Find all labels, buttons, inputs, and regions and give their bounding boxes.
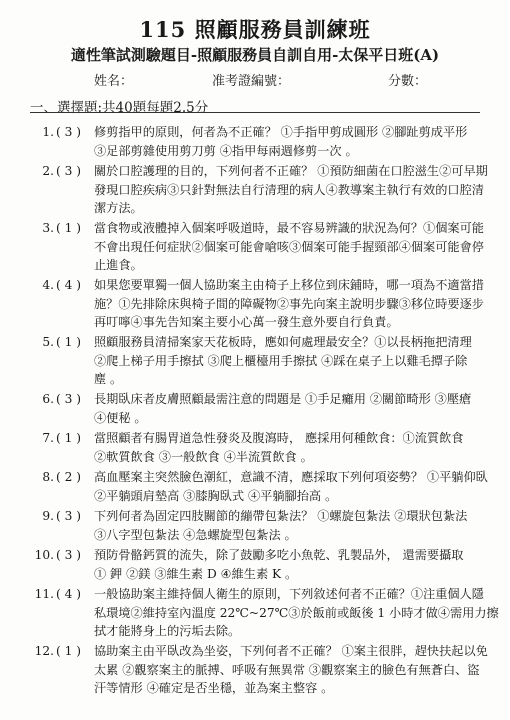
question-text-line: 施？①先排除床與椅子間的障礙物②事先向案主說明步驟③移位時要逐步 [94,296,484,311]
question-text-line: 汗等情形 ④確定是否坐穩，並為案主整容 。 [94,681,334,695]
question-text-line: 塵 。 [94,372,123,386]
question-text-line: 再叮嚀④事先告知案主要小心萬一發生意外要自行負責。 [94,315,399,329]
question-text [94,546,485,583]
question-text-line: 拭才能將身上的污垢去除。 [94,624,241,638]
question-number: 7. [42,431,54,445]
question-text [94,468,488,505]
question-text [94,642,488,698]
page-title: 115 照顧服務員訓練班 [139,17,371,42]
question-answer: ( 1 ) [56,431,82,445]
question-text-line: 下列何者為固定四肢關節的繃帶包紮法？ ①螺旋包紮法 ②環狀包紮法 [94,509,468,523]
question-answer: ( 3 ) [56,392,82,406]
question-text [94,507,485,544]
score-label: 分數： [388,74,428,89]
question-text [94,219,485,275]
question-text-line: 協助案主由平臥改為坐姿，下列何者不正確？ ①案主很胖，趕快扶起以免 [94,644,488,658]
question-text [94,585,499,641]
question-text-line: 修剪指甲的原則，何者為不正確？ ①手指甲剪成圓形 ②腳趾剪成平形 [94,125,468,139]
question-answer: ( 3 ) [56,548,82,562]
question-text-line: ③足部剪雜使用剪刀剪 ④指甲每兩週修剪一次 。 [94,143,358,158]
question-text-line: 高血壓案主突然臉色潮紅，意識不清，應採取下列何項姿勢？ ①平躺仰臥 [94,470,488,484]
question-text-line: ③八字型包紮法 ④急螺旋型包紮法 。 [94,527,297,542]
page-subtitle: 適性筆試測驗題目-照顧服務員自訓自用-太保平日班(A) [70,46,440,64]
question-text-line: ②爬上梯子用手擦拭 ③爬上櫃檯用手擦拭 ④踩在桌子上以雞毛撢子除 [94,353,468,368]
question-text [94,162,488,218]
question-number: 8. [42,470,54,484]
question-answer: ( 1 ) [56,221,82,235]
candidate-info-row [0,70,510,90]
question-answer: ( 4 ) [56,278,82,292]
question-answer: ( 3 ) [56,164,82,178]
question-number: 11. [34,587,54,601]
question-number: 9. [42,509,54,523]
section-heading: 一、選擇題:共40題每題2.5分 [30,100,209,116]
question-text-line: 一般協助案主維持個人衛生的原則，下列敘述何者不正確？①注重個人隱 [94,587,484,601]
question-number: 12. [34,644,54,658]
question-text [94,333,485,389]
question-text-line: 發現口腔疾病③只針對無法自行清理的病人④教導案主執行有效的口腔清 [94,182,484,197]
question-text-line: 如果您要單獨一個人協助案主由椅子上移位到床鋪時，哪一項為不適當措 [94,278,484,292]
question-text-line: 潔方法。 [94,201,143,215]
question-text [94,390,485,427]
question-text-line: 止進食。 [94,258,143,272]
question-text-line: 太累 ②觀察案主的脈搏、呼吸有無異常 ③觀察案主的臉色有無蒼白、盜 [94,662,480,677]
exam-id-label: 准考證編號： [212,74,291,89]
question-text-line: 私環境②維持室內溫度 22℃~27℃③於飯前或飯後 1 小時才做④需用力擦 [94,605,499,620]
question-text-line: 當食物或液體掉入個案呼吸道時，最不容易辨識的狀況為何？①個案可能 [94,221,484,235]
question-text-line: 不會出現任何症狀②個案可能會嗆咳③個案可能手握頸部④個案可能會停 [94,239,484,254]
question-text [94,429,485,466]
question-number: 6. [42,392,54,406]
question-text [94,276,485,332]
question-text-line: 當照顧者有腸胃道急性發炎及腹瀉時， 應採用何種飲食：①流質飲食 [94,431,464,445]
question-text [94,123,485,160]
question-answer: ( 4 ) [56,587,82,601]
section-divider [30,112,480,113]
question-answer: ( 1 ) [56,644,82,658]
question-number: 5. [42,335,54,349]
question-text-line: 關於口腔護理的目的，下列何者不正確？ ①預防細菌在口腔滋生②可早期 [94,164,488,178]
question-number: 3. [42,221,54,235]
question-text-line: ① 鉀 ②鎂 ③維生素 D ④維生素 K 。 [94,566,298,581]
question-text-line: ②軟質飲食 ③一般飲食 ④半流質飲食 。 [94,449,313,464]
question-number: 1. [42,125,54,139]
question-number: 2. [42,164,54,178]
question-answer: ( 3 ) [56,509,82,523]
question-answer: ( 3 ) [56,125,82,139]
question-text-line: ②平躺頭肩墊高 ③膝胸臥式 ④平躺腳抬高 。 [94,488,338,503]
name-label: 姓名： [94,74,134,89]
question-answer: ( 2 ) [56,470,82,484]
question-answer: ( 1 ) [56,335,82,349]
question-text-line: 預防骨骼鈣質的流失，除了鼓勵多吃小魚乾、乳製品外， 還需要攝取 [94,548,464,562]
question-text-line: 長期臥床者皮膚照顧最需注意的問題是 ①手足癱用 ②關節畸形 ③壓瘡 [94,392,472,406]
question-number: 4. [42,278,54,292]
question-text-line: 照顧服務員清掃案家天花板時，應如何處理最安全？①以長柄拖把清理 [94,335,472,349]
question-number: 10. [34,548,54,562]
question-text-line: ④便秘 。 [94,410,147,425]
